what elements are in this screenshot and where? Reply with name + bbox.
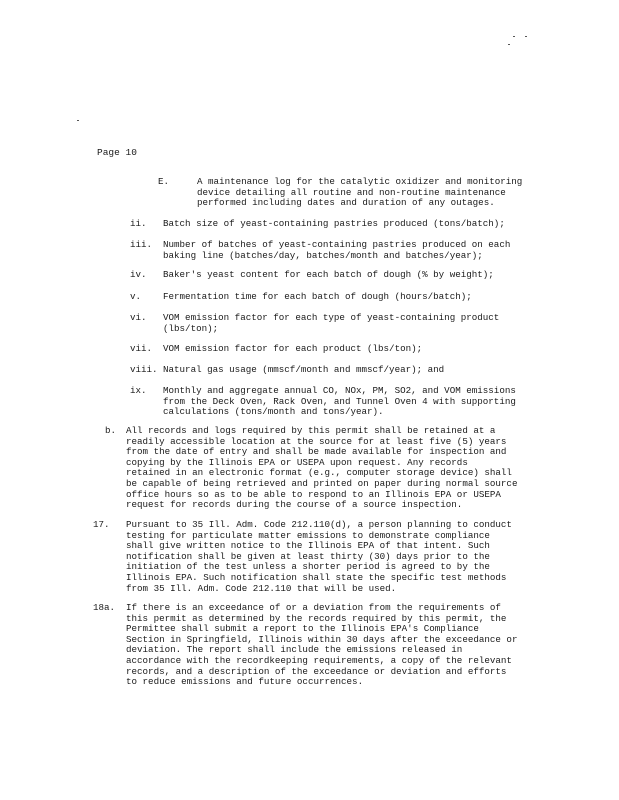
item-marker: 17. bbox=[93, 519, 110, 530]
item-marker: 18a. bbox=[93, 602, 116, 613]
scan-speck bbox=[77, 120, 79, 121]
item-text: Pursuant to 35 Ill. Adm. Code 212.110(d), a person planning to conduct testing for particulate matter emissions to demonstrate compliance shall give written notice to the Illinois EPA of that intent. Such notification shall be given at least thirty (30) days prior to the initiation of the test unless a shorter period is agreed to by the Illinois EPA. Such notification shall state the specific test methods from 35 Ill. Adm. Code 212.110 that will be used. bbox=[126, 519, 512, 594]
item-text: Fermentation time for each batch of dough (hours/batch); bbox=[163, 291, 472, 302]
page-number: Page 10 bbox=[97, 147, 137, 158]
item-marker: b. bbox=[105, 425, 117, 436]
item-text: A maintenance log for the catalytic oxidizer and monitoring device detailing all routine and non-routine maintenance performed including dates and duration of any outages. bbox=[197, 176, 523, 209]
item-text: Baker's yeast content for each batch of dough (% by weight); bbox=[163, 269, 494, 280]
scan-speck bbox=[525, 36, 527, 37]
item-marker: ii. bbox=[130, 218, 147, 229]
item-marker: v. bbox=[130, 291, 142, 302]
scan-speck bbox=[513, 36, 515, 37]
item-marker: iii. bbox=[130, 239, 153, 250]
item-text: VOM emission factor for each product (lbs/ton); bbox=[163, 343, 423, 354]
item-text: VOM emission factor for each type of yeast-containing product (lbs/ton); bbox=[163, 312, 500, 334]
item-text: Number of batches of yeast-containing pastries produced on each baking line (batches/day, batches/month and batches/year); bbox=[163, 239, 511, 261]
item-marker: viii. bbox=[130, 364, 158, 375]
item-text: Monthly and aggregate annual CO, NOx, PM, SO2, and VOM emissions from the Deck Oven, Rack Oven, and Tunnel Oven 4 with supporting calculations (tons/month and tons/year). bbox=[163, 385, 516, 418]
item-text: Natural gas usage (mmscf/month and mmscf/year); and bbox=[163, 364, 445, 375]
item-marker: vi. bbox=[130, 312, 147, 323]
item-text: If there is an exceedance of or a deviation from the requirements of this permit as determined by the records required by this permit, the Permittee shall submit a report to the Illinois EPA's Compliance Section in Springfield, Illinois within 30 days after the exceedance or deviation. The report shall include the emissions released in accordance with the recordkeeping requirements, a copy of the relevant records, and a description of the exceedance or deviation and efforts to reduce emissions and future occurrences. bbox=[126, 602, 518, 688]
item-marker: iv. bbox=[130, 269, 147, 280]
item-text: Batch size of yeast-containing pastries produced (tons/batch); bbox=[163, 218, 505, 229]
item-marker: E. bbox=[158, 176, 170, 187]
item-text: All records and logs required by this permit shall be retained at a readily accessible location at the source for at least five (5) years from the date of entry and shall be made available for inspection and copying by the Illinois EPA or USEPA upon request. Any records retained in an electronic format (e.g., computer storage device) shall be capable of being retrieved and printed on paper during normal source office hours so as to be able to respond to an Illinois EPA or USEPA request for records during the course of a source inspection. bbox=[126, 425, 518, 511]
item-marker: vii. bbox=[130, 343, 153, 354]
scan-speck bbox=[508, 44, 510, 45]
item-marker: ix. bbox=[130, 385, 147, 396]
